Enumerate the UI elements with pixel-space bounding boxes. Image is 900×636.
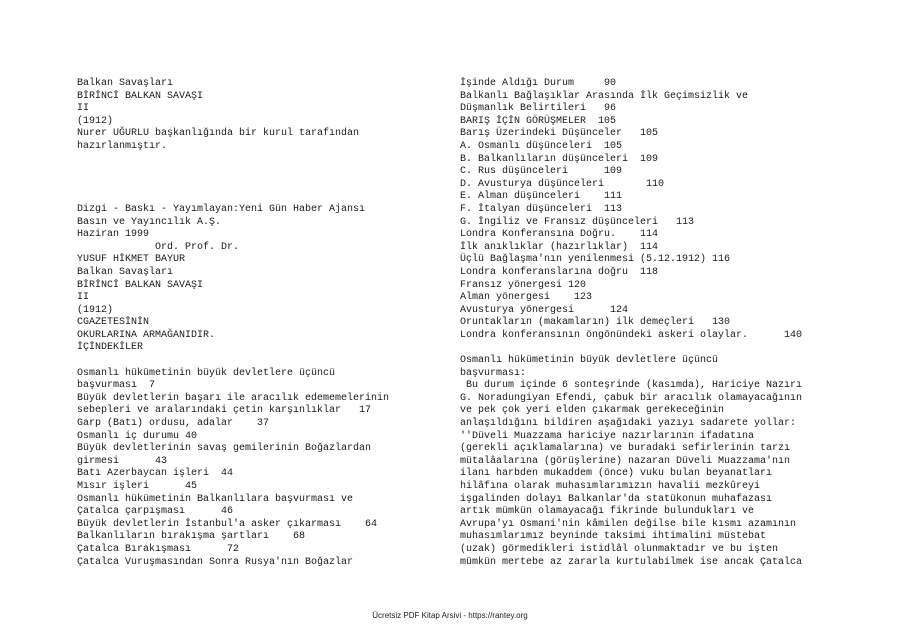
left-text-line: II xyxy=(77,103,90,115)
left-text-line: Balkanlıların bırakışma şartları 68 xyxy=(77,531,306,543)
right-text-line: BARIŞ İÇİN GÖRÜŞMELER 105 xyxy=(460,115,617,127)
left-text-line: Çatalca Vuruşmasından Sonra Rusya'nın Boğazlar xyxy=(77,556,354,568)
right-text-line: hilâfına olarak muhasımlarımızın havalii mezkûreyi xyxy=(460,481,761,492)
left-text-line: YUSUF HİKMET BAYUR xyxy=(77,254,186,266)
right-text-line: Londra Konferansına Doğru. 114 xyxy=(460,229,659,241)
right-text-line: Fransız yönergesi 120 xyxy=(460,279,587,291)
right-text-line: Üçlü Bağlaşma'nın yenilenmesi (5.12.1912) 116 xyxy=(460,254,731,266)
page-footer: Ücretsiz PDF Kitap Arsivi - https://rantey.org xyxy=(372,611,528,620)
right-text-line: Avusturya yönergesi 124 xyxy=(460,304,629,316)
left-text-line: Haziran 1999 xyxy=(77,229,150,241)
right-text-line: G. Noradungiyan Efendi, çabuk bir aracılık olamayacağının xyxy=(460,392,803,404)
right-text-line: artık mümkün olamayacağı fikrinde bulundukları ve xyxy=(460,506,755,518)
right-text-line: Alman yönergesi 123 xyxy=(460,292,593,304)
left-text-line: Balkan Savaşları xyxy=(77,266,174,278)
left-text-line xyxy=(77,191,432,204)
right-text-line: D. Avusturya düşünceleri 110 xyxy=(460,178,665,190)
right-text-line: Londra konferanslarına doğru 118 xyxy=(460,266,659,278)
right-text-line: (gerekli açıklamalarına) ve buradaki sefirlerinin tarzı xyxy=(460,443,791,455)
right-text-line: anlaşıldığını bildiren aşağıdaki yazıyı sadarete yollar: xyxy=(460,418,797,430)
right-text-line: C. Rus düşünceleri 109 xyxy=(460,166,623,178)
left-text-line: Çatalca çarpışması 46 xyxy=(77,506,234,518)
left-text-line: BİRİNCİ BALKAN SAVAŞI xyxy=(77,279,204,291)
right-text-line: Oruntakların (makamların) ilk demeçleri 130 xyxy=(460,317,731,329)
left-text-line: Osmanlı iç durumu 40 xyxy=(77,430,198,442)
right-text-line: işgalinden dolayı Balkanlar'da statükonun muhafazası xyxy=(460,493,773,505)
right-column xyxy=(460,78,880,569)
left-text-line: CGAZETESİNİN xyxy=(77,317,150,329)
left-text-line: OKURLARINA ARMAĞANIDIR. xyxy=(77,329,216,341)
left-text-line: Garp (Batı) ordusu, adalar 37 xyxy=(77,418,270,430)
right-text-line xyxy=(460,342,880,355)
right-text-line: G. İngiliz ve Fransız düşünceleri 113 xyxy=(460,216,695,228)
right-text-line: B. Balkanlıların düşünceleri 109 xyxy=(460,153,659,165)
right-text-line: A. Osmanlı düşünceleri 105 xyxy=(460,140,623,152)
right-text-line: Bu durum içinde 6 sonteşrinde (kasımda), Hariciye Nazırı xyxy=(460,380,803,392)
left-text-line: Osmanlı hükümetinin büyük devletlere üçüncü xyxy=(77,367,336,379)
left-text-line: Ord. Prof. Dr. xyxy=(77,241,240,253)
left-text-line xyxy=(77,166,432,179)
right-text-line: ilanı harbden mukaddem (önce) vuku bulan beyanatları xyxy=(460,468,773,480)
left-text-line xyxy=(77,154,432,167)
left-text-line: (1912) xyxy=(77,304,114,316)
left-text-line: başvurması 7 xyxy=(77,380,156,392)
left-text-line xyxy=(77,179,432,192)
left-text-line: Mısır işleri 45 xyxy=(77,481,198,492)
left-text-line: II xyxy=(77,292,90,304)
left-text-line: Balkan Savaşları xyxy=(77,78,174,89)
left-text-line: İÇİNDEKİLER xyxy=(77,342,144,354)
left-text-line: Büyük devletlerinin savaş gemilerinin Boğazlardan xyxy=(77,443,372,455)
left-text-line: Nurer UĞURLU başkanlığında bir kurul tarafından xyxy=(77,128,360,140)
left-text-line: girmesi 43 xyxy=(77,455,168,467)
left-text-line: Büyük devletlerin İstanbul'a asker çıkarması 64 xyxy=(77,518,378,530)
left-text-line: Dizgi - Baskı - Yayımlayan:Yeni Gün Haber Ajansı xyxy=(77,203,366,215)
right-text-line: Avrupa'yı Osmani'nin kâmilen değilse bile kısmı azamının xyxy=(460,518,797,530)
left-text-line: sebepleri ve aralarındaki çetin karşınlıklar 17 xyxy=(77,405,372,417)
right-text-line: İşinde Aldığı Durum 90 xyxy=(460,78,617,89)
left-text-line: Büyük devletlerin başarı ile aracılık edememelerinin xyxy=(77,392,390,404)
left-text-line: BİRİNCİ BALKAN SAVAŞI xyxy=(77,90,204,102)
right-text-line: ''Düveli Muazzama hariciye nazırlarının ifadatına xyxy=(460,430,755,442)
left-column xyxy=(77,78,432,569)
right-text-line: Londra konferansının öngönündeki askeri olaylar. 140 xyxy=(460,329,803,341)
left-text-line: (1912) xyxy=(77,115,114,127)
left-text-line: Basın ve Yayıncılık A.Ş. xyxy=(77,216,222,228)
right-text-line: muhasımlarımız beyninde taksimi ihtimalini müstebat xyxy=(460,531,767,543)
right-text-line: F. İtalyan düşünceleri 113 xyxy=(460,203,623,215)
left-text-line: Çatalca Bırakışması 72 xyxy=(77,543,240,555)
right-text-line: Düşmanlık Belirtileri 96 xyxy=(460,103,617,115)
right-text-line: Osmanlı hükümetinin büyük devletlere üçüncü xyxy=(460,355,719,367)
right-text-line: ve pek çok yeri elden çıkarmak gerekeceğinin xyxy=(460,405,725,417)
left-text-line: Osmanlı hükümetinin Balkanlılara başvurması ve xyxy=(77,493,354,505)
right-text-line: İlk anıklıklar (hazırlıklar) 114 xyxy=(460,241,659,253)
right-text-line: başvurması: xyxy=(460,367,527,379)
right-text-line: Balkanlı Bağlaşıklar Arasında İlk Geçimsizlik ve xyxy=(460,90,749,102)
left-text-line: Batı Azerbaycan işleri 44 xyxy=(77,468,234,480)
right-text-line: E. Alman düşünceleri 111 xyxy=(460,191,623,203)
right-text-line: mütalâalarına (görüşlerine) nazaran Düveli Muazzama'nın xyxy=(460,455,791,467)
right-text-line: Barış Üzerindeki Düşünceler 105 xyxy=(460,128,659,140)
right-text-line: (uzak) görmedikleri istidlâl olunmaktadır ve bu işten xyxy=(460,543,779,555)
left-text-line: hazırlanmıştır. xyxy=(77,140,168,152)
right-text-line: mümkün mertebe az zararla kurtulabilmek ise ancak Çatalca xyxy=(460,556,803,568)
left-text-line xyxy=(77,355,432,368)
